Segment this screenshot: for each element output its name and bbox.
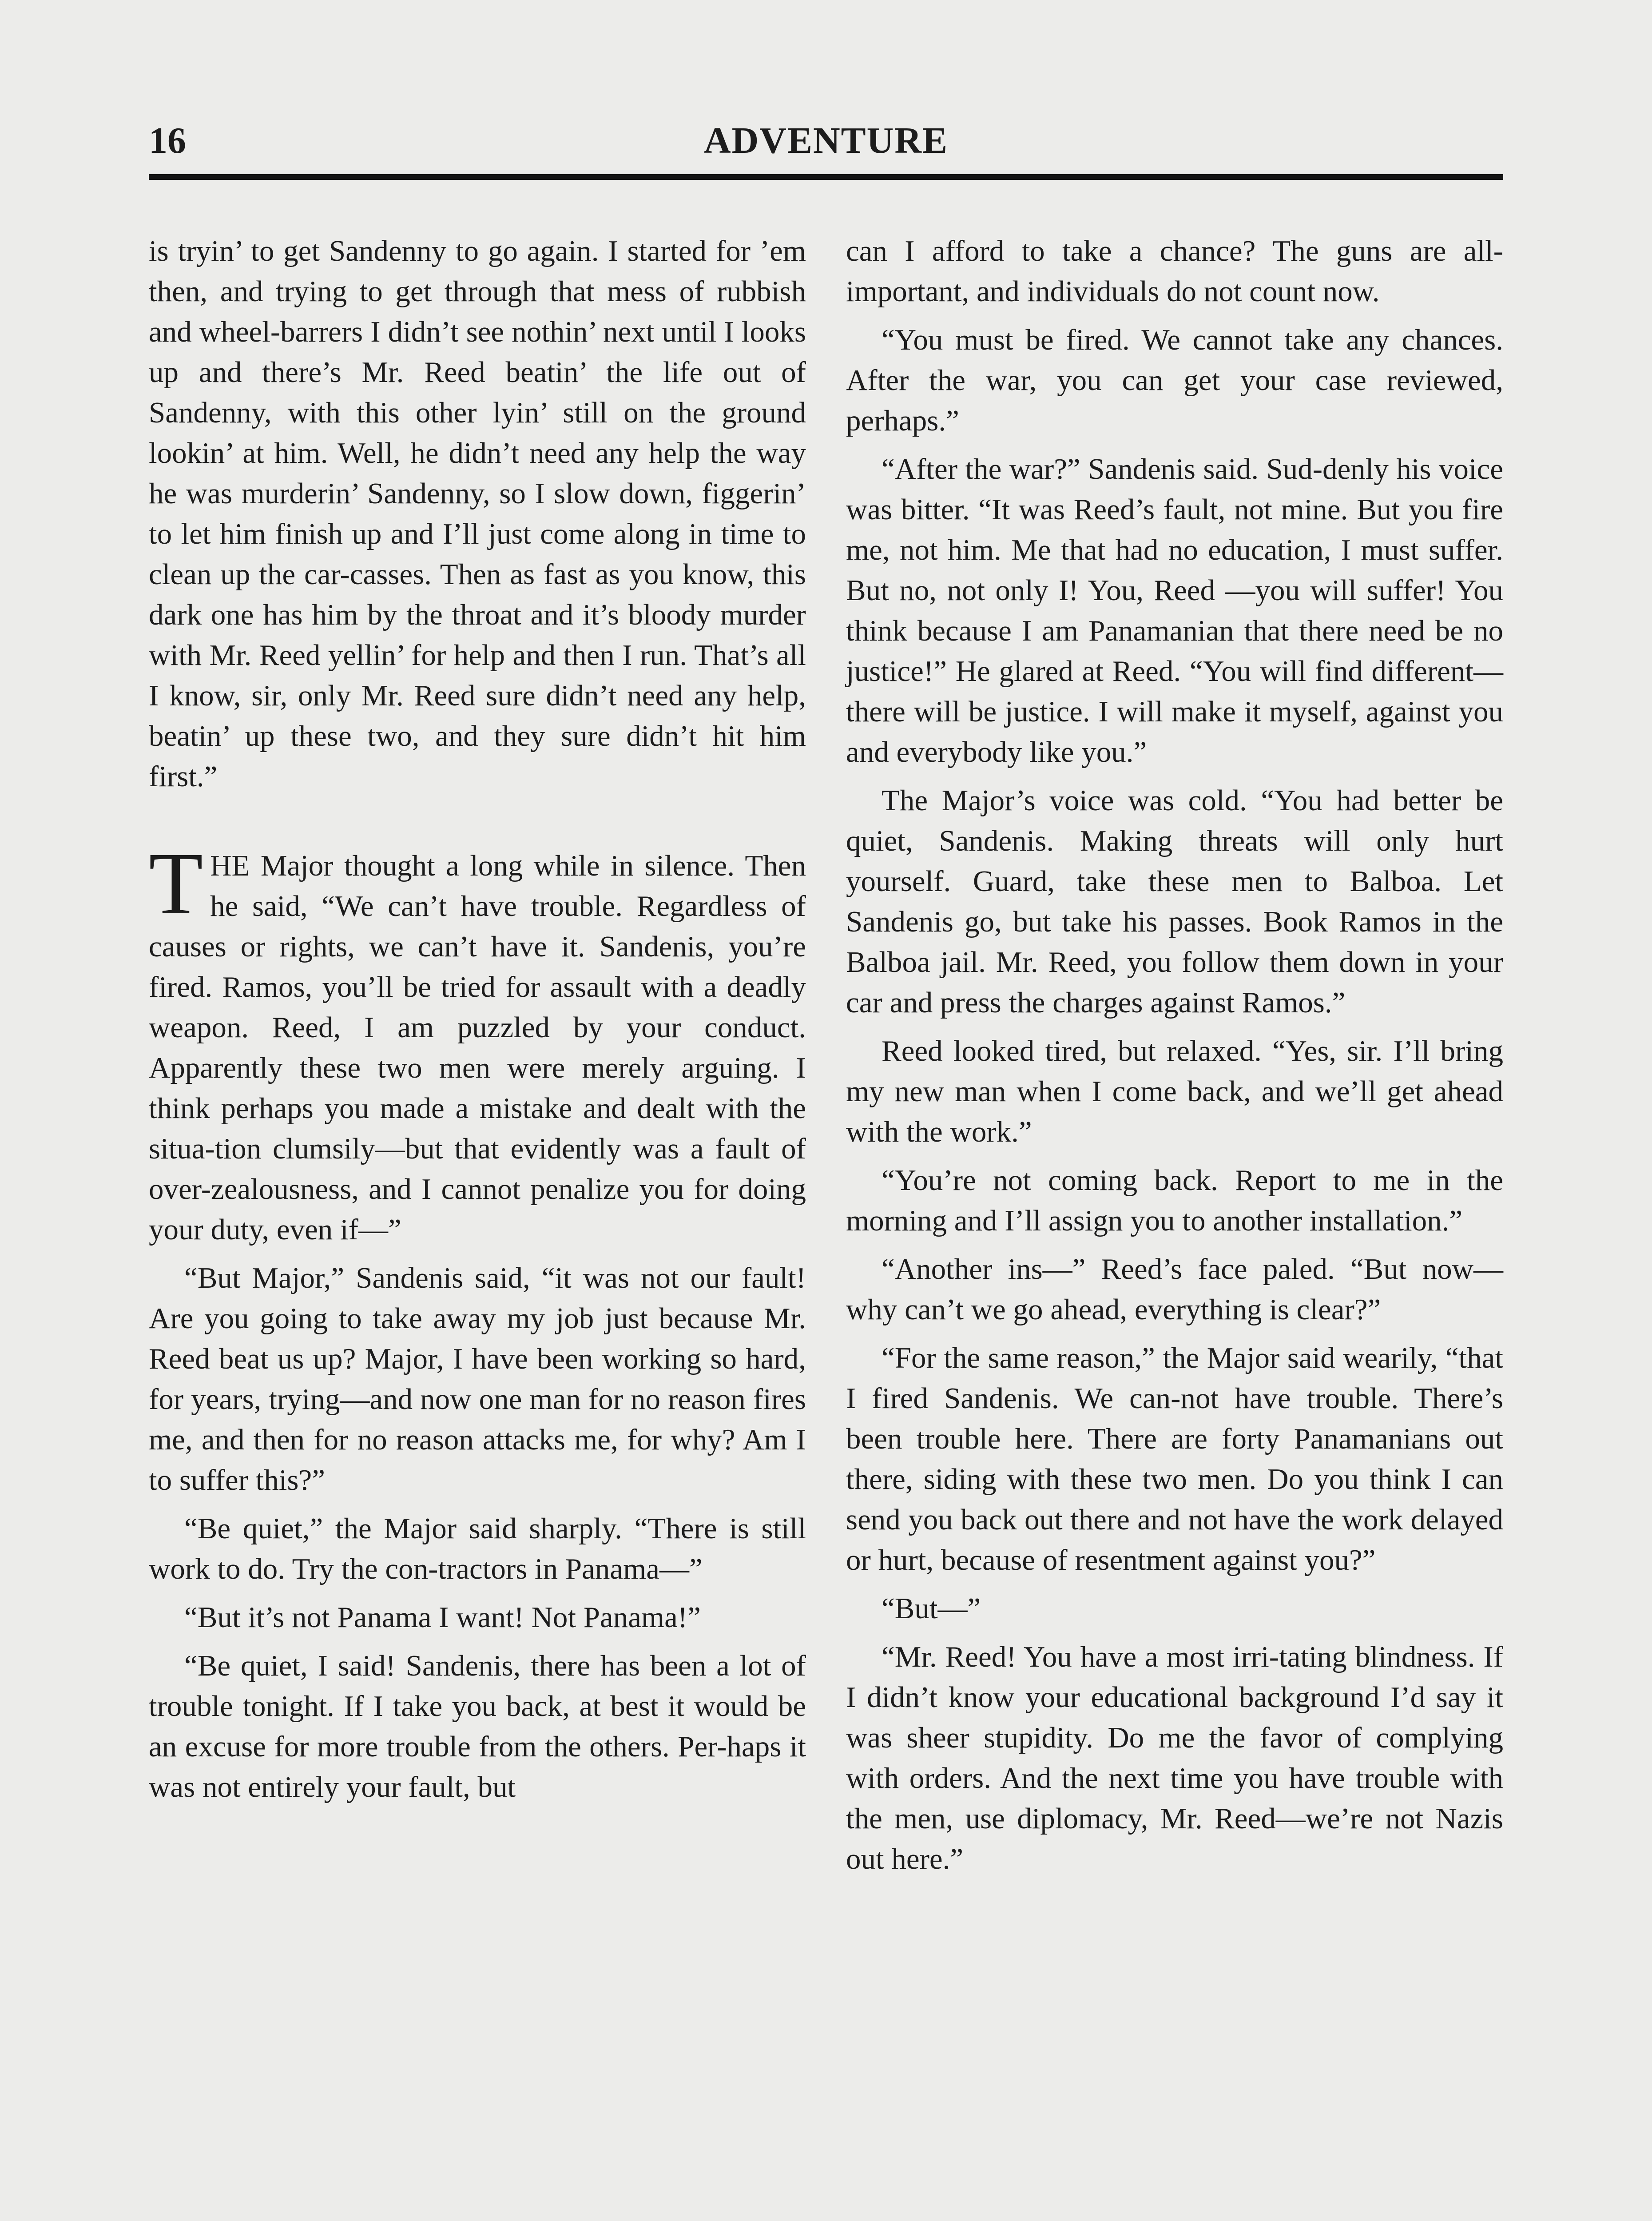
header-rule: [149, 174, 1503, 180]
paragraph: “Be quiet, I said! Sandenis, there has been a lot of trouble tonight. If I take you back, at best it would be an excuse for more trouble from the others. Per-haps it was not entirely your fault, but: [149, 1649, 806, 1803]
paragraph: “Another ins—” Reed’s face paled. “But now—why can’t we go ahead, everything is clear?”: [846, 1253, 1503, 1326]
paragraph: “But—”: [882, 1592, 981, 1625]
paragraph: “After the war?” Sandenis said. Sud-denly his voice was bitter. “It was Reed’s fault, not mine. But you fire me, not him. Me that had no education, I must suffer. But no, not only I! You, Reed —you will suffer! You think because I am Panamanian that there need be no justice!” He glared at Reed. “You will find different—there will be justice. I will make it myself, against you and everybody like you.”: [846, 453, 1503, 768]
paragraph: can I afford to take a chance? The guns are all-important, and individuals do not count now.: [846, 235, 1503, 308]
paragraph: “For the same reason,” the Major said wearily, “that I fired Sandenis. We can-not have trouble. There’s been trouble here. There are forty Panamanians out there, siding with these two men. Do you think I can send you back out there and not have the work delayed or hurt, because of resentment against you?”: [846, 1341, 1503, 1576]
paragraph-text: HE Major thought a long while in silence. Then he said, “We can’t have trouble. Regardless of causes or rights, we can’t have it. Sandenis, you’re fired. Ramos, you’ll be tried for assault with a deadly weapon. Reed, I am puzzled by your conduct. Apparently these two men were merely arguing. I think perhaps you made a mistake and dealt with the situa-tion clumsily—but that evidently was a fault of over-zealousness, and I cannot penalize you for doing your duty, even if—”: [149, 849, 806, 1246]
paragraph: “You’re not coming back. Report to me in the morning and I’ll assign you to another installation.”: [846, 1164, 1503, 1237]
running-title: ADVENTURE: [703, 120, 949, 161]
paragraph: “You must be fired. We cannot take any chances. After the war, you can get your case reviewed, perhaps.”: [846, 323, 1503, 437]
drop-cap: T: [149, 835, 203, 933]
paragraph: is tryin’ to get Sandenny to go again. I started for ’em then, and trying to get through that mess of rubbish and wheel-barrers I didn’t see nothin’ next until I looks up and there’s Mr. Reed beatin’ the life out of Sandenny, with this other lyin’ still on the ground lookin’ at him. Well, he didn’t need any help the way he was murderin’ Sandenny, so I slow down, figgerin’ to let him finish up and I’ll just come along in time to clean up the car-casses. Then as fast as you know, this dark one has him by the throat and it’s bloody murder with Mr. Reed yellin’ for help and then I run. That’s all I know, sir, only Mr. Reed sure didn’t need any help, beatin’ up these two, and they sure didn’t hit him first.”: [149, 235, 806, 793]
paragraph: “Mr. Reed! You have a most irri-tating blindness. If I didn’t know your educational background I’d say it was sheer stupidity. Do me the favor of complying with orders. And the next time you have trouble with the men, use diplomacy, Mr. Reed—we’re not Nazis out here.”: [846, 1640, 1503, 1875]
paragraph: “But Major,” Sandenis said, “it was not our fault! Are you going to take away my job just because Mr. Reed beat us up? Major, I have been working so hard, for years, trying—and now one man for no reason fires me, and then for no reason attacks me, for why? Am I to suffer this?”: [149, 1262, 806, 1497]
paragraph: Reed looked tired, but relaxed. “Yes, sir. I’ll bring my new man when I come back, and we’ll get ahead with the work.”: [846, 1035, 1503, 1148]
dropcap-paragraph: [149, 835, 806, 1250]
paragraph: “But it’s not Panama I want! Not Panama!”: [184, 1601, 701, 1634]
paragraph: The Major’s voice was cold. “You had better be quiet, Sandenis. Making threats will only hurt yourself. Guard, take these men to Balboa. Let Sandenis go, but take his passes. Book Ramos in the Balboa jail. Mr. Reed, you follow them down in your car and press the charges against Ramos.”: [846, 784, 1503, 1019]
right-column: [846, 231, 1503, 1887]
page-number: 16: [149, 120, 186, 161]
left-column: [149, 231, 806, 1815]
paragraph: “Be quiet,” the Major said sharply. “There is still work to do. Try the con-tractors in Panama—”: [149, 1512, 806, 1585]
page-header: [149, 113, 1503, 171]
